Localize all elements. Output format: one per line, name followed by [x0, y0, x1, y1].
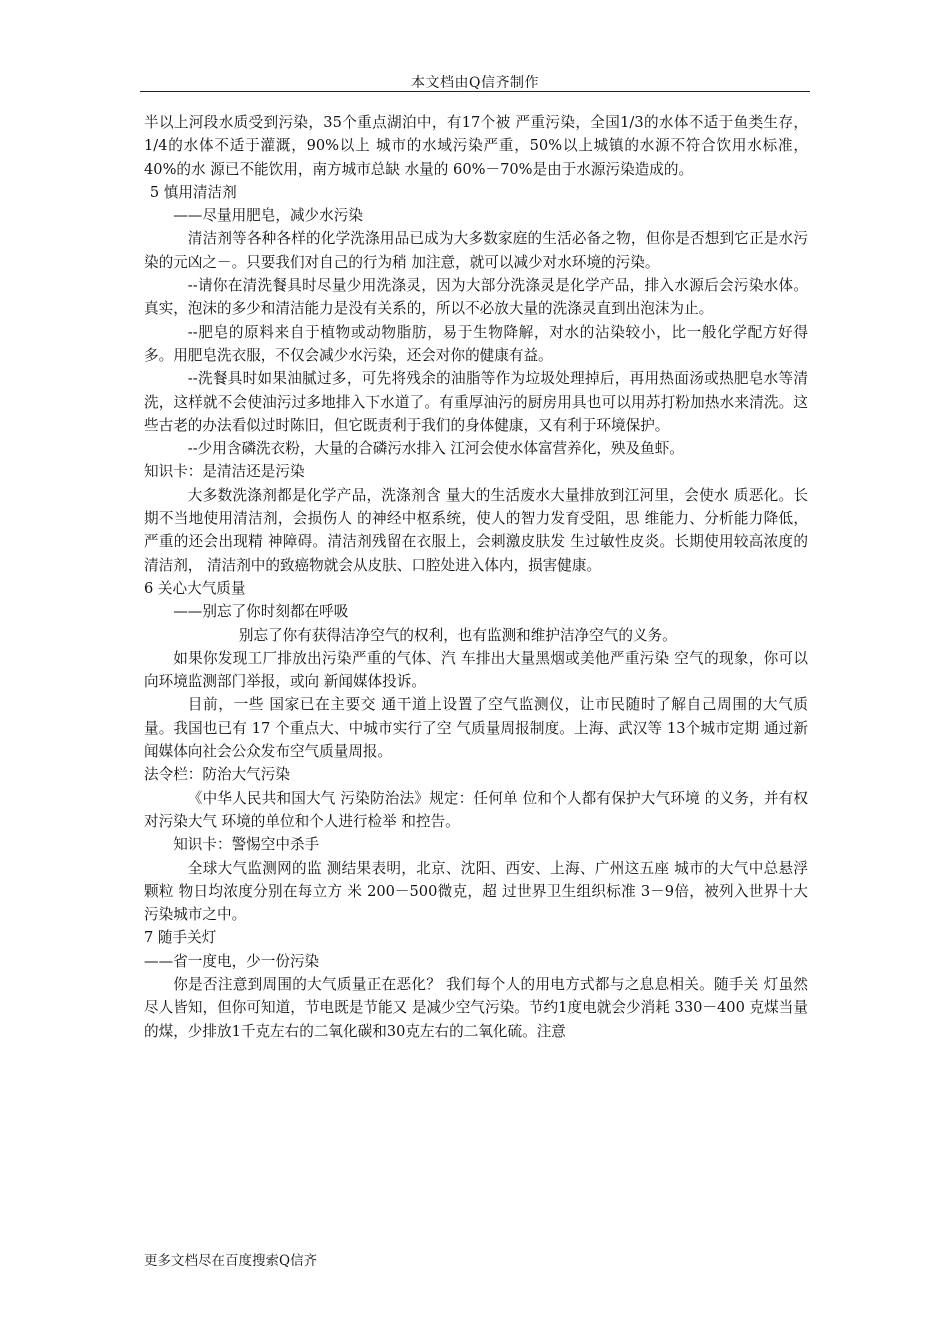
page-header: 本文档由Q信齐制作	[411, 75, 539, 91]
paragraph: 《中华人民共和国大气 污染防治法》规定：任何单 位和个人都有保护大气环境 的义务，并有权对污染大气 环境的单位和个人进行检举 和控告。	[144, 789, 808, 830]
paragraph: --少用含磷洗衣粉，大量的合磷污水排入 江河会使水体富营养化，殃及鱼虾。	[187, 440, 684, 458]
paragraph: 清洁剂等各种各样的化学洗涤用品已成为大多数家庭的生活必备之物，但你是否想到它正是水污染的元凶之－。只要我们对自己的行为稍 加注意，就可以减少对水环境的污染。	[144, 230, 808, 271]
paragraph: --洗餐具时如果油腻过多，可先将残余的油脂等作为垃圾处理掉后，再用热面汤或热肥皂水等清洗，这样就不会使油污过多地排入下水道了。有重厚油污的厨房用具也可以用苏打粉加热水来清洗。这些古老的办法看似过时陈旧，但它既责利于我们的身体健康，又有利于环境保护。	[144, 370, 808, 434]
document-body	[144, 111, 808, 1043]
paragraph: 大多数洗涤剂都是化学产品，洗涤剂含 量大的生活废水大量排放到江河里，会使水 质恶化。长期不当地使用清洁剂，会损伤人 的神经中枢系统，使人的智力发育受阻，思 维能力、分析能力降低，严重的还会出现精 神障碍。清洁剂残留在衣服上，会刺激皮肤发 生过敏性皮炎。长期使用较高浓度的清洁剂， 清洁剂中的致癌物就会从皮肤、口腔处进入体内，损害健康。	[144, 486, 808, 574]
paragraph: 全球大气监测网的监 测结果表明，北京、沈阳、西安、上海、广州这五座 城市的大气中总悬浮颗粒 物日均浓度分别在每立方 米 200－500微克，超 过世界卫生组织标准 3－9倍，被列入世界十大 污染城市之中。	[144, 859, 808, 924]
paragraph: 别忘了你有获得洁净空气的权利，也有监测和维护洁净空气的义务。	[238, 626, 677, 644]
section-heading: 7 随手关灯	[144, 929, 217, 947]
law-column-heading: 法令栏：防治大气污染	[144, 766, 290, 784]
header-divider	[140, 91, 810, 92]
knowledge-card-heading: 知识卡：是清洁还是污染	[144, 463, 305, 481]
section-heading: 6 关心大气质量	[144, 579, 246, 597]
paragraph: --肥皂的原料来自于植物或动物脂肪，易于生物降解，对水的沾染较小，比一般化学配方好得多。用肥皂洗衣服，不仅会减少水污染，还会对你的健康有益。	[144, 323, 808, 364]
section-heading: 5 慎用清洁剂	[149, 183, 237, 201]
section-subtitle: ——省一度电，少一份污染	[144, 952, 320, 970]
paragraph: 如果你发现工厂排放出污染严重的气体、汽 车排出大量黑烟或美他严重污染 空气的现象，你可以向环境监测部门举报，或向 新闻媒体投诉。	[144, 649, 808, 691]
paragraph: 目前，一些 国家已在主要交 通干道上设置了空气监测仪，让市民随时了解自己周围的大气质量。我国也已有 17 个重点大、中城市实行了空 气质量周报制度。上海、武汉等 13个城市定期 通过新闻媒体向社会公众发布空气质量周报。	[144, 696, 808, 761]
page-footer: 更多文档尽在百度搜索Q信齐	[144, 1253, 318, 1269]
knowledge-card-heading: 知识卡：警惕空中杀手	[173, 836, 320, 854]
paragraph: 半以上河段水质受到污染，35个重点湖泊中，有17个被 严重污染，全国1/3的水体不适于鱼类生存，1/4的水体不适于灌溉，90%以上 城市的水域污染严重，50%以上城镇的水源不符合饮用水标准，40%的水 源已不能饮用，南方城市总缺 水量的 60%－70%是由于水源污染造成的。	[144, 114, 808, 178]
paragraph: 你是否注意到周围的大气质量正在恶化？ 我们每个人的用电方式都与之息息相关。随手关 灯虽然尽人皆知，但你可知道，节电既是节能又 是减少空气污染。节约1度电就会少消耗 330－400 克煤当量的煤，少排放1千克左右的二氧化碳和30克左右的二氧化硫。注意	[144, 975, 808, 1040]
section-subtitle: ——尽量用肥皂，减少水污染	[173, 207, 363, 225]
paragraph: --请你在清洗餐具时尽量少用洗涤灵，因为大部分洗涤灵是化学产品，排入水源后会污染水体。真实，泡沫的多少和清洁能力是没有关系的，所以不必放大量的洗涤灵直到出泡沫为止。	[144, 277, 808, 318]
section-subtitle: ——别忘了你时刻都在呼吸	[173, 603, 349, 621]
